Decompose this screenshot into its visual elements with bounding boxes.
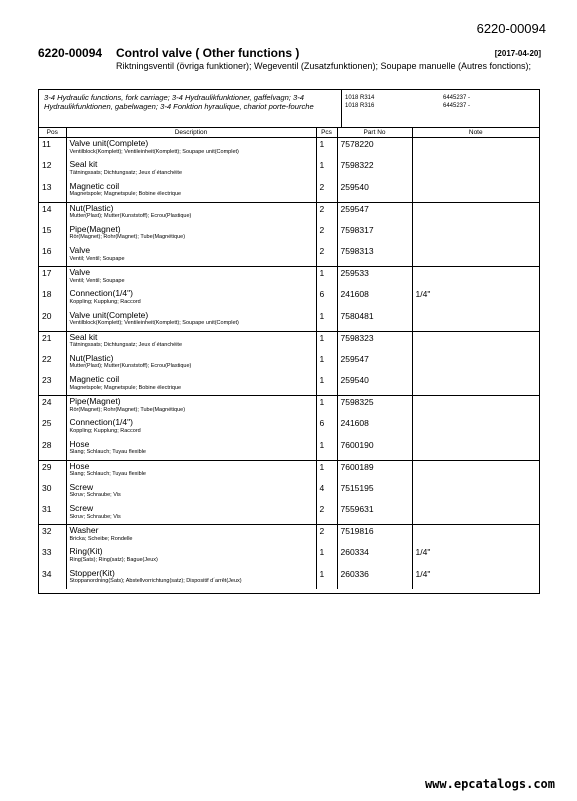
row-description bbox=[66, 417, 316, 439]
row-description-name: Seal kit bbox=[69, 159, 98, 169]
row-note bbox=[412, 396, 539, 418]
row-description bbox=[66, 482, 316, 504]
col-header-pos: Pos bbox=[39, 127, 66, 138]
row-description bbox=[66, 159, 316, 181]
row-pcs bbox=[316, 503, 337, 525]
row-description-name: Washer bbox=[69, 525, 99, 535]
row-pcs-pcs: 1 bbox=[319, 461, 325, 472]
row-note bbox=[412, 138, 539, 160]
row-pcs bbox=[316, 353, 337, 375]
row-part-no bbox=[337, 310, 412, 332]
row-note-note bbox=[416, 245, 540, 246]
table-row bbox=[39, 417, 539, 439]
row-pcs bbox=[316, 224, 337, 246]
serial-item: 6445237 - bbox=[443, 95, 471, 101]
row-note bbox=[412, 353, 539, 375]
row-pcs-pcs: 1 bbox=[319, 353, 325, 364]
row-description-name: Valve bbox=[69, 245, 91, 255]
row-description-name: Pipe(Magnet) bbox=[69, 223, 121, 234]
row-part-no bbox=[337, 267, 412, 289]
row-note bbox=[412, 374, 539, 396]
table-row bbox=[39, 396, 539, 418]
row-description-name: Nut(Plastic) bbox=[69, 352, 114, 363]
doc-title: Control valve ( Other functions ) bbox=[116, 46, 300, 60]
row-pos-pos: 33 bbox=[42, 547, 52, 557]
row-pos bbox=[39, 439, 66, 461]
row-description bbox=[66, 181, 316, 203]
applicability-divider bbox=[341, 90, 342, 127]
doc-subtitle: Riktningsventil (övriga funktioner); Wegeventil (Zusatzfunktionen); Soupape manuelle (Autres fonctions); bbox=[116, 61, 532, 71]
applicability-description: 3-4 Hydraulic functions, fork carriage; 3-4 Hydraulikfunktioner, gaffelvagn; 3-4 Hydraulikfunktionen, gabelwagen; 3-4 Fonktion hyraulique, chariot porte-fourche bbox=[44, 93, 314, 111]
row-part-no-part-no: 260336 bbox=[340, 568, 369, 579]
row-pos bbox=[39, 503, 66, 525]
row-part-no bbox=[337, 288, 412, 310]
row-pcs bbox=[316, 245, 337, 267]
row-pos bbox=[39, 396, 66, 418]
row-part-no bbox=[337, 439, 412, 461]
row-part-no-part-no: 7598323 bbox=[340, 332, 374, 343]
row-note bbox=[412, 245, 539, 267]
row-part-no bbox=[337, 224, 412, 246]
table-row bbox=[39, 546, 539, 568]
row-description bbox=[66, 267, 316, 289]
row-pcs bbox=[316, 331, 337, 353]
row-pos-pos: 12 bbox=[42, 160, 52, 170]
row-description bbox=[66, 310, 316, 332]
page-code: 6220-00094 bbox=[476, 21, 546, 36]
parts-list-box bbox=[38, 89, 540, 594]
row-description-trans: Ventilblock(Komplett); Ventileinheit(Komplett); Soupape unit(Complet) bbox=[69, 320, 239, 326]
row-note-note bbox=[416, 224, 540, 225]
row-part-no-part-no: 7519816 bbox=[340, 526, 374, 536]
row-description-name: Ring(Kit) bbox=[69, 546, 103, 556]
row-part-no bbox=[337, 503, 412, 525]
row-pcs-pcs: 1 bbox=[319, 547, 325, 557]
row-pos bbox=[39, 288, 66, 310]
row-pcs bbox=[316, 439, 337, 461]
row-description-name: Valve unit(Complete) bbox=[69, 309, 149, 320]
row-description-trans: Ventil; Ventil; Soupape bbox=[69, 277, 125, 284]
table-row bbox=[39, 568, 539, 590]
row-note-note bbox=[416, 503, 540, 504]
row-part-no-part-no: 7598325 bbox=[340, 397, 374, 407]
row-description-trans: Tätningssats; Dichtungsatz; Jeux d´étanchéite bbox=[69, 169, 183, 176]
row-description-trans: Koppling; Kupplung; Raccord bbox=[69, 427, 141, 434]
row-description-name: Hose bbox=[69, 460, 90, 471]
row-part-no-part-no: 241608 bbox=[340, 418, 369, 428]
row-pos-pos: 15 bbox=[42, 224, 52, 235]
row-description-trans: Tätningssats; Dichtungsatz; Jeux d´étanchéite bbox=[69, 342, 183, 348]
row-pcs bbox=[316, 460, 337, 482]
row-pcs-pcs: 1 bbox=[319, 375, 325, 385]
row-part-no-part-no: 7598317 bbox=[340, 224, 374, 235]
row-part-no bbox=[337, 568, 412, 590]
row-description-trans: Magnetspole; Magnetspule; Bobine électrique bbox=[69, 191, 182, 197]
row-note bbox=[412, 224, 539, 246]
row-description-name: Magnetic coil bbox=[69, 180, 120, 191]
parts-table bbox=[39, 127, 539, 589]
row-part-no-part-no: 7559631 bbox=[340, 504, 374, 514]
row-note-note: 1/4" bbox=[415, 547, 431, 557]
row-pcs-pcs: 2 bbox=[319, 246, 325, 256]
table-row bbox=[39, 288, 539, 310]
table-row bbox=[39, 503, 539, 525]
row-part-no-part-no: 7600189 bbox=[340, 461, 374, 472]
row-note bbox=[412, 460, 539, 482]
row-part-no bbox=[337, 331, 412, 353]
row-pcs-pcs: 4 bbox=[319, 482, 325, 493]
model-list bbox=[345, 94, 374, 110]
row-pos-pos: 17 bbox=[42, 268, 52, 278]
row-part-no-part-no: 259547 bbox=[340, 203, 369, 214]
row-pcs bbox=[316, 525, 337, 547]
row-part-no-part-no: 7580481 bbox=[340, 310, 374, 321]
row-note-note bbox=[416, 461, 540, 462]
row-pcs-pcs: 1 bbox=[319, 310, 325, 321]
row-pos bbox=[39, 202, 66, 224]
row-pcs bbox=[316, 546, 337, 568]
row-pos bbox=[39, 525, 66, 547]
row-description-trans: Magnetspole; Magnetspule; Bobine électrique bbox=[69, 384, 182, 391]
row-pos bbox=[39, 482, 66, 504]
row-note bbox=[412, 267, 539, 289]
row-pos-pos: 24 bbox=[42, 397, 52, 407]
row-part-no bbox=[337, 525, 412, 547]
row-description bbox=[66, 331, 316, 353]
table-row bbox=[39, 374, 539, 396]
row-note bbox=[412, 202, 539, 224]
row-pcs-pcs: 1 bbox=[319, 160, 325, 170]
row-pcs-pcs: 2 bbox=[319, 526, 325, 536]
row-pcs bbox=[316, 159, 337, 181]
row-note-note bbox=[416, 138, 540, 139]
row-pos-pos: 32 bbox=[42, 526, 52, 536]
row-pcs-pcs: 2 bbox=[319, 224, 325, 235]
row-note bbox=[412, 331, 539, 353]
row-description bbox=[66, 396, 316, 418]
serial-list bbox=[443, 94, 470, 110]
row-description bbox=[66, 374, 316, 396]
col-header-note: Note bbox=[412, 127, 539, 138]
row-pos-pos: 22 bbox=[42, 353, 52, 364]
row-description bbox=[66, 245, 316, 267]
row-description bbox=[66, 224, 316, 246]
row-pos-pos: 21 bbox=[42, 332, 52, 343]
row-part-no bbox=[337, 460, 412, 482]
row-pos-pos: 20 bbox=[42, 310, 52, 321]
row-description-name: Screw bbox=[69, 481, 94, 492]
row-description bbox=[66, 288, 316, 310]
row-pcs-pcs: 1 bbox=[319, 439, 325, 450]
row-pos bbox=[39, 267, 66, 289]
table-row bbox=[39, 245, 539, 267]
row-description-trans: Skruv; Schraube; Vis bbox=[69, 513, 121, 520]
row-description-name: Connection(1/4") bbox=[69, 288, 133, 298]
row-pos bbox=[39, 417, 66, 439]
row-pos bbox=[39, 374, 66, 396]
row-description-trans: Koppling; Kupplung; Raccord bbox=[69, 298, 141, 305]
row-description bbox=[66, 353, 316, 375]
table-row bbox=[39, 525, 539, 547]
row-pos-pos: 29 bbox=[42, 461, 52, 472]
table-row bbox=[39, 482, 539, 504]
row-note-note bbox=[416, 525, 540, 526]
row-pcs-pcs: 2 bbox=[319, 203, 325, 214]
row-pos-pos: 28 bbox=[42, 439, 52, 450]
row-note bbox=[412, 181, 539, 203]
row-pcs-pcs: 2 bbox=[319, 181, 325, 192]
col-header-description: Description bbox=[66, 127, 316, 138]
row-part-no-part-no: 7600190 bbox=[340, 439, 374, 450]
row-part-no-part-no: 259547 bbox=[340, 353, 369, 364]
row-note-note bbox=[416, 267, 540, 268]
row-pcs-pcs: 1 bbox=[319, 332, 325, 343]
row-note bbox=[412, 546, 539, 568]
row-pcs bbox=[316, 267, 337, 289]
row-pcs-pcs: 6 bbox=[319, 418, 325, 428]
row-description bbox=[66, 568, 316, 590]
row-part-no bbox=[337, 138, 412, 160]
row-pos bbox=[39, 331, 66, 353]
doc-date: [2017-04-20] bbox=[494, 49, 541, 58]
row-part-no bbox=[337, 417, 412, 439]
row-part-no-part-no: 7598322 bbox=[340, 160, 374, 170]
row-description-trans: Rör(Magnet); Rohr(Magnet); Tube(Magnétique) bbox=[69, 234, 186, 240]
row-description-name: Screw bbox=[69, 503, 94, 513]
row-note-note bbox=[416, 310, 540, 311]
row-note-note bbox=[416, 396, 540, 397]
row-description bbox=[66, 439, 316, 461]
row-pcs bbox=[316, 482, 337, 504]
row-description-name: Connection(1/4") bbox=[69, 417, 133, 427]
row-part-no bbox=[337, 546, 412, 568]
row-description-trans: Ring(Sats); Ring(satz); Bague(Jeux) bbox=[69, 556, 158, 563]
row-pos bbox=[39, 245, 66, 267]
row-description bbox=[66, 202, 316, 224]
row-note-note bbox=[416, 203, 540, 204]
watermark: www.epcatalogs.com bbox=[424, 777, 555, 791]
row-description-trans: Ventil; Ventil; Soupape bbox=[69, 255, 125, 262]
row-note bbox=[412, 417, 539, 439]
row-description-trans: Stoppanordning(Sats); Abstellvorrichtung(satz); Dispositif d´arrêt(Jeux) bbox=[69, 578, 242, 584]
row-description-name: Nut(Plastic) bbox=[69, 202, 114, 213]
row-description-trans: Ventilblock(Komplett); Ventileinheit(Komplett); Soupape unit(Complet) bbox=[69, 148, 239, 155]
table-row bbox=[39, 138, 539, 160]
table-row bbox=[39, 310, 539, 332]
row-note-note bbox=[416, 417, 540, 418]
row-description-name: Magnetic coil bbox=[69, 374, 120, 384]
serial-item: 6445237 - bbox=[443, 103, 471, 109]
row-description-trans: Mutter(Plast); Mutter(Kunststoff); Ecrou(Plastique) bbox=[69, 363, 192, 369]
col-header-pcs: Pcs bbox=[316, 127, 337, 138]
row-pos bbox=[39, 138, 66, 160]
row-pos bbox=[39, 159, 66, 181]
row-part-no-part-no: 259533 bbox=[340, 268, 369, 278]
table-row bbox=[39, 224, 539, 246]
row-part-no-part-no: 241608 bbox=[340, 289, 369, 299]
row-description bbox=[66, 460, 316, 482]
row-pcs bbox=[316, 396, 337, 418]
row-description-trans: Skruv; Schraube; Vis bbox=[69, 492, 121, 498]
table-row bbox=[39, 267, 539, 289]
row-note-note bbox=[416, 181, 540, 182]
doc-number: 6220-00094 bbox=[38, 46, 103, 60]
row-note-note bbox=[416, 482, 540, 483]
row-part-no-part-no: 259540 bbox=[340, 181, 369, 192]
model-item: 1018 R314 bbox=[345, 95, 375, 101]
row-note bbox=[412, 503, 539, 525]
row-pos-pos: 30 bbox=[42, 482, 52, 493]
row-pos bbox=[39, 181, 66, 203]
row-note-note: 1/4" bbox=[415, 568, 431, 579]
row-part-no bbox=[337, 181, 412, 203]
parts-table-body bbox=[39, 138, 539, 590]
row-description bbox=[66, 138, 316, 160]
row-description-name: Hose bbox=[69, 438, 90, 449]
row-pcs bbox=[316, 181, 337, 203]
row-pcs-pcs: 6 bbox=[319, 289, 325, 299]
row-note bbox=[412, 288, 539, 310]
row-part-no bbox=[337, 396, 412, 418]
row-pcs bbox=[316, 202, 337, 224]
row-description-trans: Slang; Schlauch; Tuyau flexible bbox=[69, 471, 146, 477]
row-description bbox=[66, 503, 316, 525]
row-description-trans: Bricka; Scheibe; Rondelle bbox=[69, 535, 133, 542]
row-pcs bbox=[316, 310, 337, 332]
row-pcs-pcs: 1 bbox=[319, 568, 325, 579]
row-part-no bbox=[337, 353, 412, 375]
row-pos bbox=[39, 546, 66, 568]
row-pos bbox=[39, 568, 66, 590]
col-header-part-no: Part No bbox=[337, 127, 412, 138]
row-note-note bbox=[416, 159, 540, 160]
row-note bbox=[412, 159, 539, 181]
row-pos-pos: 14 bbox=[42, 203, 52, 214]
row-description-name: Valve unit(Complete) bbox=[69, 138, 149, 148]
table-row bbox=[39, 202, 539, 224]
row-pos-pos: 18 bbox=[42, 289, 52, 299]
row-description bbox=[66, 546, 316, 568]
table-header-row bbox=[39, 127, 539, 138]
row-note bbox=[412, 568, 539, 590]
row-note-note bbox=[416, 439, 540, 440]
table-row bbox=[39, 331, 539, 353]
row-pos bbox=[39, 310, 66, 332]
row-part-no-part-no: 7578220 bbox=[340, 139, 374, 149]
row-part-no bbox=[337, 202, 412, 224]
row-pos-pos: 25 bbox=[42, 418, 52, 428]
row-pos bbox=[39, 224, 66, 246]
row-description-trans: Slang; Schlauch; Tuyau flexible bbox=[69, 449, 146, 455]
row-pos-pos: 16 bbox=[42, 246, 52, 256]
row-part-no bbox=[337, 482, 412, 504]
table-row bbox=[39, 353, 539, 375]
row-pcs-pcs: 2 bbox=[319, 504, 325, 514]
row-part-no-part-no: 7515195 bbox=[340, 482, 374, 493]
row-pcs-pcs: 1 bbox=[319, 139, 325, 149]
row-pcs-pcs: 1 bbox=[319, 397, 325, 407]
row-description-trans: Rör(Magnet); Rohr(Magnet); Tube(Magnétique) bbox=[69, 406, 186, 413]
row-description-name: Stopper(Kit) bbox=[69, 567, 115, 578]
row-part-no-part-no: 259540 bbox=[340, 375, 369, 385]
table-row bbox=[39, 460, 539, 482]
row-pos-pos: 34 bbox=[42, 568, 52, 579]
row-pos-pos: 23 bbox=[42, 375, 52, 385]
row-pos bbox=[39, 460, 66, 482]
row-description bbox=[66, 525, 316, 547]
applicability-block bbox=[39, 90, 539, 128]
row-note-note: 1/4" bbox=[415, 289, 431, 299]
row-note bbox=[412, 439, 539, 461]
row-part-no bbox=[337, 159, 412, 181]
row-pcs bbox=[316, 138, 337, 160]
row-description-trans: Mutter(Plast); Mutter(Kunststoff); Ecrou(Plastique) bbox=[69, 213, 192, 219]
row-note bbox=[412, 310, 539, 332]
row-pos-pos: 13 bbox=[42, 181, 52, 192]
row-pos-pos: 11 bbox=[42, 139, 51, 149]
row-pos-pos: 31 bbox=[42, 504, 52, 514]
row-pos bbox=[39, 353, 66, 375]
row-note bbox=[412, 525, 539, 547]
model-item: 1018 R316 bbox=[345, 103, 375, 109]
row-part-no-part-no: 260334 bbox=[340, 547, 369, 557]
row-description-name: Pipe(Magnet) bbox=[69, 396, 121, 406]
row-description-name: Valve bbox=[69, 267, 91, 277]
row-pcs-pcs: 1 bbox=[319, 268, 325, 278]
row-note-note bbox=[416, 374, 540, 375]
row-note-note bbox=[416, 332, 540, 333]
table-row bbox=[39, 439, 539, 461]
row-pcs bbox=[316, 288, 337, 310]
row-part-no-part-no: 7598313 bbox=[340, 246, 374, 256]
row-note-note bbox=[416, 353, 540, 354]
row-part-no bbox=[337, 374, 412, 396]
row-pcs bbox=[316, 374, 337, 396]
row-pcs bbox=[316, 568, 337, 590]
table-row bbox=[39, 181, 539, 203]
table-row bbox=[39, 159, 539, 181]
row-description-name: Seal kit bbox=[69, 331, 98, 342]
row-part-no bbox=[337, 245, 412, 267]
row-pcs bbox=[316, 417, 337, 439]
row-note bbox=[412, 482, 539, 504]
